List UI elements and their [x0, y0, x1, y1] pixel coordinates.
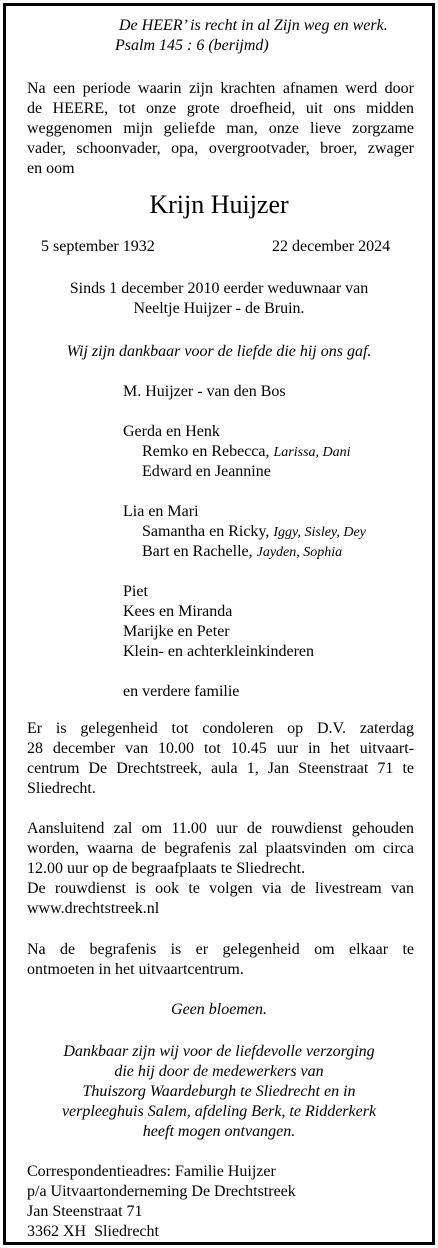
widower-line: Sinds 1 december 2010 eerder weduwnaar van [69, 280, 369, 297]
service-line: De rouwdienst is ook te volgen via de livestream van [27, 880, 414, 897]
address-line: 3362 XH Sliedrecht [27, 1223, 159, 1240]
address-line: Correspondentieadres: Familie Huijzer [27, 1163, 276, 1180]
grandchild-couple [142, 542, 342, 563]
livestream-link[interactable]: www.drechtstreek.nl [27, 900, 160, 917]
meeting-line: ontmoeten in het uitvaartcentrum. [27, 961, 244, 978]
address-line: p/a Uitvaartonderneming De Drechtstreek [27, 1183, 296, 1200]
grandchild-names: Bart en Rachelle, [142, 543, 253, 560]
grandchild-couple [142, 442, 351, 463]
condolence-line: Er is gelegenheid tot condoleren op D.V. zaterdag [27, 720, 414, 737]
address-line: Jan Steenstraat 71 [27, 1203, 143, 1220]
spouse-name: M. Huijzer - van den Bos [123, 383, 286, 400]
grandchild-couple [142, 522, 366, 543]
family-member: Marijke en Peter [123, 623, 230, 640]
child-couple: Lia en Mari [123, 503, 199, 520]
condolence-line: 28 december van 10.00 tot 10.45 uur in het uitvaart- [27, 740, 414, 757]
thanks-line: die hij door de medewerkers van [114, 1063, 324, 1080]
gratitude-line: Wij zijn dankbaar voor de liefde die hij ons gaf. [66, 343, 372, 360]
verse-text: De HEER’ is recht in al Zijn weg en werk. [119, 17, 388, 34]
death-notice [3, 3, 435, 1245]
birth-date: 5 september 1932 [41, 238, 155, 255]
thanks-line: Thuiszorg Waardeburgh te Sliedrecht en in [82, 1083, 356, 1100]
service-line: worden, waarna de begrafenis zal plaatsvinden om circa [27, 840, 414, 857]
child-couple: Gerda en Henk [123, 423, 220, 440]
intro-line: weggenomen mijn geliefde man, onze lieve zorgzame [27, 120, 414, 137]
intro-line: en oom [27, 160, 75, 177]
great-grandchildren-names: Iggy, Sisley, Dey [273, 525, 366, 540]
intro-line: Na een periode waarin zijn krachten afnamen werd door [27, 80, 414, 97]
intro-line: vader, schoonvader, opa, overgrootvader, broer, zwager [27, 140, 414, 157]
intro-line: de HEERE, tot onze grote droefheid, uit ons midden [27, 100, 414, 117]
condolence-line: Sliedrecht. [27, 780, 96, 797]
great-grandchildren-names: Jayden, Sophia [256, 545, 343, 560]
family-member: Klein- en achterkleinkinderen [123, 643, 315, 660]
family-member: Kees en Miranda [123, 603, 233, 620]
deceased-name: Krijn Huijzer [149, 190, 289, 219]
grandchild-names: Samantha en Ricky, [142, 523, 270, 540]
service-line: Aansluitend zal om 11.00 uur de rouwdienst gehouden [27, 820, 414, 837]
condolence-line: centrum De Drechtstreek, aula 1, Jan Steenstraat 71 te [27, 760, 414, 777]
thanks-line: heeft mogen ontvangen. [142, 1123, 296, 1140]
no-flowers-note: Geen bloemen. [171, 1001, 267, 1018]
extended-family: en verdere familie [123, 683, 240, 700]
family-member: Piet [123, 583, 148, 600]
service-line: 12.00 uur op de begraafplaats te Sliedrecht. [27, 860, 306, 877]
meeting-line: Na de begrafenis is er gelegenheid om elkaar te [27, 941, 414, 958]
thanks-line: Dankbaar zijn wij voor de liefdevolle verzorging [63, 1043, 375, 1060]
thanks-line: verpleeghuis Salem, afdeling Berk, te Ridderkerk [61, 1103, 377, 1120]
widower-line: Neeltje Huijzer - de Bruin. [133, 300, 305, 317]
great-grandchildren-names: Larissa, Dani [273, 445, 351, 460]
death-date: 22 december 2024 [272, 238, 391, 255]
grandchild-couple: Edward en Jeannine [142, 463, 271, 480]
verse-reference: Psalm 145 : 6 (berijmd) [115, 37, 269, 54]
grandchild-names: Remko en Rebecca, [142, 443, 270, 460]
